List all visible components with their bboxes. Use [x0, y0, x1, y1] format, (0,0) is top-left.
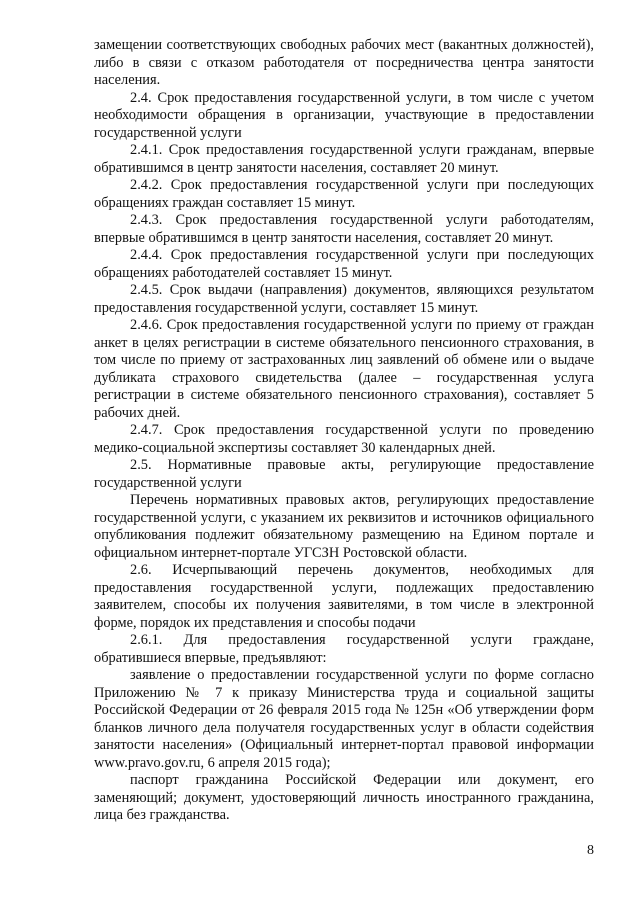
paragraph: заявление о предоставлении государственной услуги по форме согласно Приложению № 7 к приказу Министерства труда и социальной защиты Российской Федерации от 26 февраля 2015 года № 125н «Об утверждении форм бланков личного дела получателя государственных услуг в области содействия занятости населения» (Официальный интернет-портал правовой информации www.pravo.gov.ru, 6 апреля 2015 года); — [94, 667, 594, 771]
paragraph: 2.6.1. Для предоставления государственной услуги граждане, обратившиеся впервые, предъявляют: — [94, 632, 594, 666]
paragraph: паспорт гражданина Российской Федерации или документ, его заменяющий; документ, удостоверяющий личность иностранного гражданина, лица без гражданства. — [94, 772, 594, 823]
paragraph: замещении соответствующих свободных рабочих мест (вакантных должностей), либо в связи с отказом работодателя от посредничества центра занятости населения. — [94, 37, 594, 88]
paragraph: 2.4.6. Срок предоставления государственной услуги по приему от граждан анкет в целях регистрации в системе обязательного пенсионного страхования, в том числе по приему от застрахованных лиц заявлений об обмене или о выдаче дубликата страхового свидетельства (далее – государственная услуга регистрации в системе обязательного пенсионного страхования), составляет 5 рабочих дней. — [94, 317, 594, 421]
paragraph: 2.4.4. Срок предоставления государственной услуги при последующих обращениях работодателей составляет 15 минут. — [94, 247, 594, 281]
paragraph: 2.4.1. Срок предоставления государственной услуги гражданам, впервые обратившимся в центр занятости населения, составляет 20 минут. — [94, 142, 594, 176]
paragraph: Перечень нормативных правовых актов, регулирующих предоставление государственной услуги, с указанием их реквизитов и источников официального опубликования подлежит обязательному размещению на Едином портале и официальном интернет-портале УГСЗН Ростовской области. — [94, 492, 594, 561]
document-body — [94, 37, 594, 825]
paragraph: 2.6. Исчерпывающий перечень документов, необходимых для предоставления государственной услуги, подлежащих предоставлению заявителем, способы их получения заявителями, в том числе в электронной форме, порядок их представления и способы подачи — [94, 562, 594, 631]
paragraph: 2.4. Срок предоставления государственной услуги, в том числе с учетом необходимости обращения в организации, участвующие в предоставлении государственной услуги — [94, 89, 594, 141]
paragraph: 2.4.2. Срок предоставления государственной услуги при последующих обращениях граждан составляет 15 минут. — [94, 177, 594, 211]
page-number: 8 — [587, 843, 594, 858]
paragraph: 2.4.3. Срок предоставления государственной услуги работодателям, впервые обратившимся в центр занятости населения, составляет 20 минут. — [94, 212, 594, 246]
paragraph: 2.5. Нормативные правовые акты, регулирующие предоставление государственной услуги — [94, 457, 594, 491]
paragraph: 2.4.5. Срок выдачи (направления) документов, являющихся результатом предоставления государственной услуги, составляет 15 минут. — [94, 282, 594, 316]
paragraph: 2.4.7. Срок предоставления государственной услуги по проведению медико-социальной экспертизы составляет 30 календарных дней. — [94, 422, 594, 456]
